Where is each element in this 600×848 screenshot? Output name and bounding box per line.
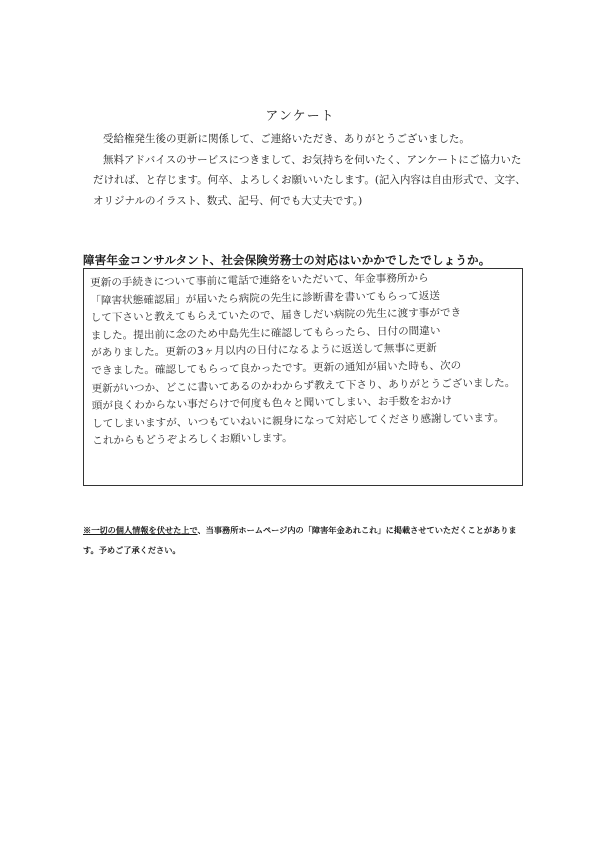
answer-line: 「障害状態確認届」が届いたら病院の先生に診断書を書いてもらって返送 <box>90 289 441 307</box>
privacy-note <box>83 520 528 560</box>
answer-line: 更新の手続きについて事前に電話で連絡をいただいて、年金事務所から <box>90 272 429 289</box>
privacy-note-rest: 、当事務所ホームページ内の「障害年金あれこれ」に掲載させていただくことがありま <box>197 525 517 535</box>
answer-line: 頭が良くわからない事だらけで何度も色々と聞いてしまい、お手数をおかけ <box>91 395 453 413</box>
answer-line: これからもどうぞよろしくお願いします。 <box>92 432 293 448</box>
answer-line: できました。確認してもらって良かったです。更新の通知が届いた時も、次の <box>91 359 462 377</box>
survey-question: 障害年金コンサルタント、社会保険労務士の対応はいかかでしたでしょうか。 <box>83 253 491 267</box>
answer-line: して下さいと教えてもらえていたので、届きしだい病院の先生に渡す事ができ <box>90 307 462 325</box>
handwritten-answer <box>90 269 523 451</box>
answer-line: がありました。更新の3ヶ月以内の日付になるように返送して無事に更新 <box>91 342 437 360</box>
answer-box <box>83 268 523 486</box>
intro-line-3: だければ、と存じます。何卒、よろしくお願いいたします。(記入内容は自由形式で、文字、 <box>93 174 526 186</box>
answer-line: してしまいますが、いつもていねいに親身になって対応してくださり感謝しています。 <box>91 411 505 430</box>
survey-intro <box>93 129 533 211</box>
intro-line-2: 無料アドバイスのサービスにつきまして、お気持ちを伺いたく、アンケートにご協力いた <box>103 153 522 166</box>
answer-line: ました。提出前に念のため中島先生に確認してもらったら、日付の間違い <box>90 324 441 342</box>
privacy-note-line-1 <box>83 520 528 540</box>
answer-line: 更新がいつか、どこに書いてあるのかわからず教えて下さり、ありがとうございました。 <box>91 376 516 395</box>
survey-title: アンケート <box>265 109 335 124</box>
privacy-note-line-2: す。予めご了承ください。 <box>83 545 181 555</box>
intro-line-4: オリジナルのイラスト、数式、記号、何でも大丈夫です。) <box>93 194 363 207</box>
privacy-note-underlined: ※一切の個人情報を伏せた上で <box>83 525 198 535</box>
intro-line-1: 受給権発生後の更新に関係して、ご連絡いただき、ありがとうございました。 <box>103 133 470 145</box>
